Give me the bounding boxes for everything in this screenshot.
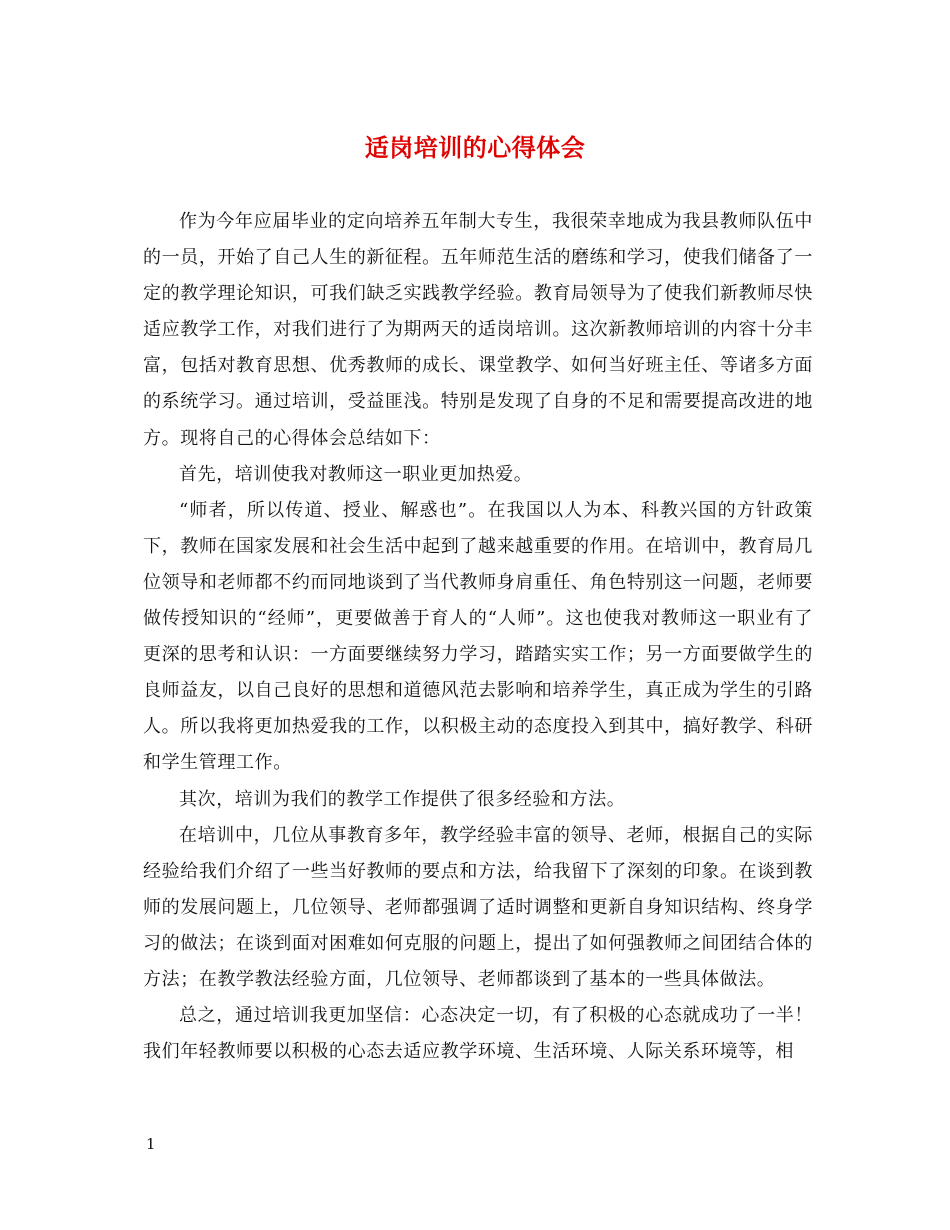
page-number: 1 bbox=[146, 1135, 156, 1153]
paragraph-second-point: 其次，培训为我们的教学工作提供了很多经验和方法。 bbox=[179, 788, 626, 810]
document-title: 适岗培训的心得体会 bbox=[364, 133, 586, 162]
paragraph-teacher-role: “师者，所以传道、授业、解惑也”。在我国以人为本、科教兴国的方针政策下，教师在国家发展和社会生活中起到了越来越重要的作用。在培训中，教育局几位领导和老师都不约而同地谈到了当代教师身肩重任、角色特别这一问题，老师要做传授知识的“经师”，更要做善于育人的“人师”。这也使我对教师这一职业有了更深的思考和认识：一方面要继续努力学习，踏踏实实工作；另一方面要做学生的良师益友，以自己良好的思想和道德风范去影响和培养学生，真正成为学生的引路人。所以我将更加热爱我的工作，以积极主动的态度投入到其中，搞好教学、科研和学生管理工作。 bbox=[143, 499, 813, 774]
document-body bbox=[143, 204, 813, 1070]
paragraph-intro: 作为今年应届毕业的定向培养五年制大专生，我很荣幸地成为我县教师队伍中的一员，开始了自己人生的新征程。五年师范生活的磨练和学习，使我们储备了一定的教学理论知识，可我们缺乏实践教学经验。教育局领导为了使我们新教师尽快适应教学工作，对我们进行了为期两天的适岗培训。这次新教师培训的内容十分丰富，包括对教育思想、优秀教师的成长、课堂教学、如何当好班主任、等诸多方面的系统学习。通过培训，受益匪浅。特别是发现了自身的不足和需要提高改进的地方。现将自己的心得体会总结如下： bbox=[143, 211, 813, 449]
paragraph-experience: 在培训中，几位从事教育多年，教学经验丰富的领导、老师，根据自己的实际经验给我们介绍了一些当好教师的要点和方法，给我留下了深刻的印象。在谈到教师的发展问题上，几位领导、老师都强调了适时调整和更新自身知识结构、终身学习的做法；在谈到面对困难如何克服的问题上，提出了如何强教师之间团结合体的方法；在教学教法经验方面，几位领导、老师都谈到了基本的一些具体做法。 bbox=[143, 824, 813, 990]
paragraph-first-point: 首先，培训使我对教师这一职业更加热爱。 bbox=[179, 463, 533, 485]
paragraph-conclusion: 总之，通过培训我更加坚信：心态决定一切，有了积极的心态就成功了一半！我们年轻教师要以积极的心态去适应教学环境、生活环境、人际关系环境等，相 bbox=[143, 1005, 813, 1063]
